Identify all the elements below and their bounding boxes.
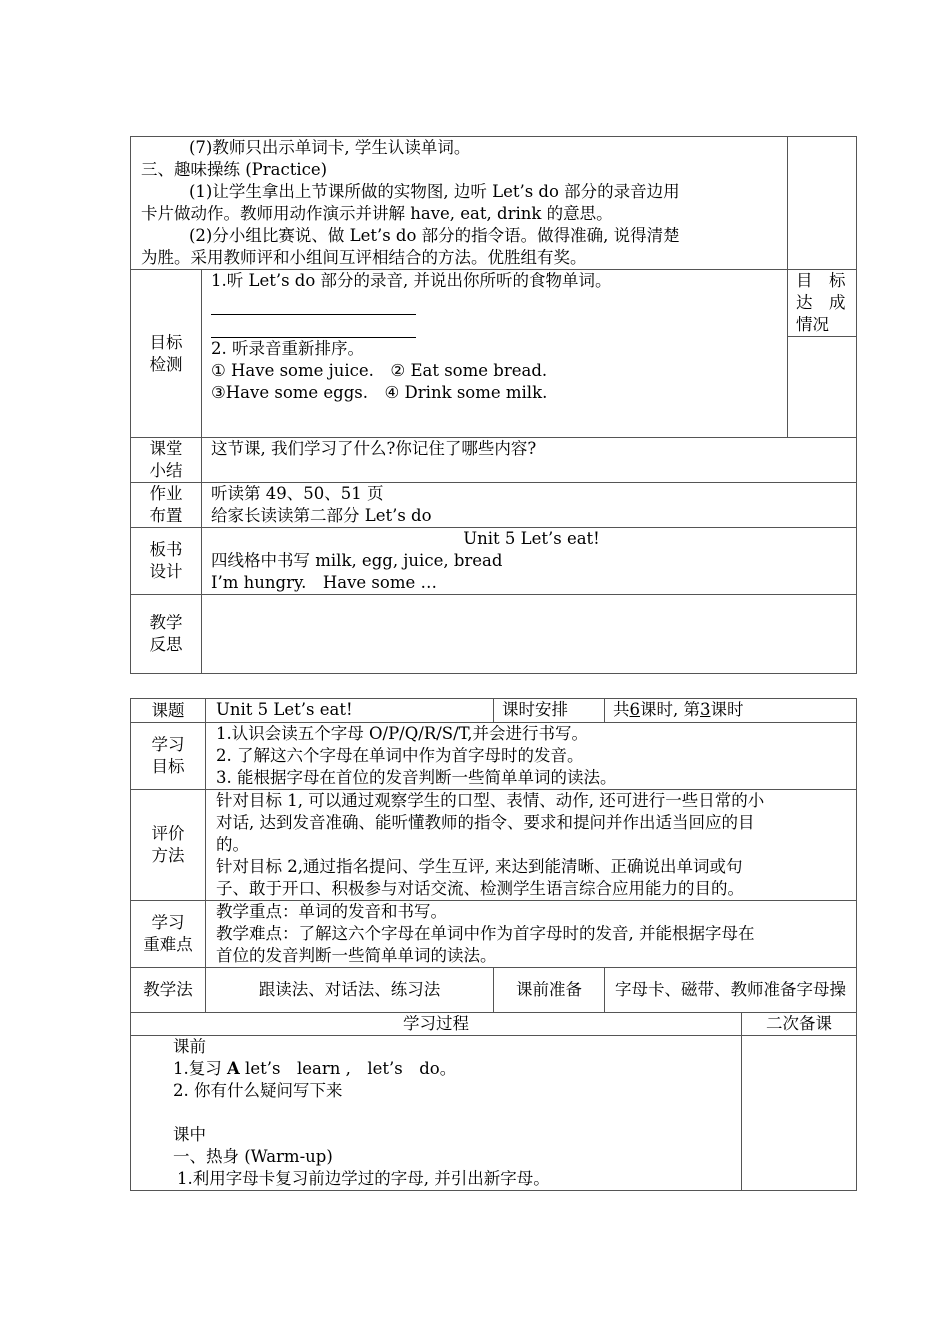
- method-value: 跟读法、对话法、练习法: [206, 968, 494, 1013]
- prep-label: 课前准备: [494, 968, 605, 1013]
- target-label: 目标 检测: [131, 270, 202, 438]
- process-header-row: [131, 1013, 857, 1036]
- achievement-label: 目 标 达 成 情况: [788, 270, 857, 337]
- homework-label: 作业 布置: [131, 483, 202, 528]
- answer-blank-2[interactable]: [211, 315, 416, 338]
- second-prep-header: 二次备课: [742, 1013, 857, 1036]
- practice-row: [131, 137, 857, 270]
- achievement-cell: [788, 337, 857, 438]
- evaluation-content: 针对目标 1, 可以通过观察学生的口型、表情、动作, 还可进行一些日常的小 对话, 达到发音准确、能听懂教师的指令、要求和提问并作出适当回应的目 的。 针对目标 2,通过指名提问、学生互评, 来达到能清晰、正确说出单词或句 子、敢于开口、积极参与对话交流、检测学生语言综合应用能力的目的。: [206, 790, 857, 901]
- reflection-cell: [202, 595, 857, 674]
- schedule-label: 课时安排: [494, 699, 605, 723]
- board-label: 板书 设计: [131, 528, 202, 595]
- homework-row: [131, 483, 857, 528]
- summary-label: 课堂 小结: [131, 438, 202, 483]
- prep-value: 字母卡、磁带、教师准备字母操: [605, 968, 857, 1013]
- target-question-1: 1.听 Let’s do 部分的录音, 并说出你所听的食物单词。: [211, 271, 612, 290]
- topic-label: 课题: [131, 699, 206, 723]
- target-question-2: 2. 听录音重新排序。: [211, 339, 364, 358]
- summary-text: 这节课, 我们学习了什么?你记住了哪些内容?: [202, 438, 857, 483]
- key-points-content: 教学重点：单词的发音和书写。 教学难点：了解这六个字母在单词中作为首字母时的发音, 并能根据字母在 首位的发音判断一些简单单词的读法。: [206, 901, 857, 968]
- process-content: 课前 1.复习 A let’s learn , let’s do。 2. 你有什么疑问写下来 课中 一、热身 (Warm-up) 1.利用字母卡复习前边学过的字母, 并引出新字母。: [131, 1036, 742, 1191]
- practice-item-2a: (2)分小组比赛说、做 Let’s do 部分的指令语。做得准确, 说得清楚: [189, 226, 680, 245]
- evaluation-row: [131, 790, 857, 901]
- order-options-1: ① Have some juice. ② Eat some bread.: [211, 361, 548, 380]
- practice-notes-cell: [788, 137, 857, 270]
- board-row: [131, 528, 857, 595]
- step-7-text: (7)教师只出示单词卡, 学生认读单词。: [189, 138, 471, 157]
- evaluation-label: 评价 方法: [131, 790, 206, 901]
- process-header: 学习过程: [131, 1013, 742, 1036]
- review-line: 1.复习 A let’s learn , let’s do。: [173, 1059, 457, 1078]
- target-row-top: [131, 270, 857, 337]
- practice-item-1a: (1)让学生拿出上节课所做的实物图, 边听 Let’s do 部分的录音边用: [189, 182, 680, 201]
- homework-content: 听读第 49、50、51 页 给家长读读第二部分 Let’s do: [202, 483, 857, 528]
- reflection-label: 教学 反思: [131, 595, 202, 674]
- process-row: [131, 1036, 857, 1191]
- key-points-row: [131, 901, 857, 968]
- topic-row: [131, 699, 857, 723]
- topic-value: Unit 5 Let’s eat!: [206, 699, 494, 723]
- goals-label: 学习 目标: [131, 723, 206, 790]
- order-options-2: ③Have some eggs. ④ Drink some milk.: [211, 383, 548, 402]
- board-content: Unit 5 Let’s eat! 四线格中书写 milk, egg, juice, bread I’m hungry. Have some …: [202, 528, 857, 595]
- key-points-label: 学习 重难点: [131, 901, 206, 968]
- lesson-plan-table: [130, 698, 857, 1191]
- schedule-value: 共6课时, 第3课时: [605, 699, 857, 723]
- goals-row: [131, 723, 857, 790]
- practice-heading: 三、趣味操练 (Practice): [141, 160, 328, 179]
- lesson-plan-table-continued: [130, 136, 857, 674]
- practice-item-1b: 卡片做动作。教师用动作演示并讲解 have, eat, drink 的意思。: [141, 204, 613, 223]
- method-row: [131, 968, 857, 1013]
- second-prep-cell: [742, 1036, 857, 1191]
- goals-content: 1.认识会读五个字母 O/P/Q/R/S/T,并会进行书写。 2. 了解这六个字母在单词中作为首字母时的发音。 3. 能根据字母在首位的发音判断一些简单单词的读法。: [206, 723, 857, 790]
- board-title: Unit 5 Let’s eat!: [463, 529, 600, 548]
- target-content: [202, 270, 788, 438]
- method-label: 教学法: [131, 968, 206, 1013]
- practice-cell: [131, 137, 788, 270]
- answer-blank-1[interactable]: [211, 292, 416, 315]
- summary-row: [131, 438, 857, 483]
- reflection-row: [131, 595, 857, 674]
- practice-item-2b: 为胜。采用教师评和小组间互评相结合的方法。优胜组有奖。: [141, 248, 587, 267]
